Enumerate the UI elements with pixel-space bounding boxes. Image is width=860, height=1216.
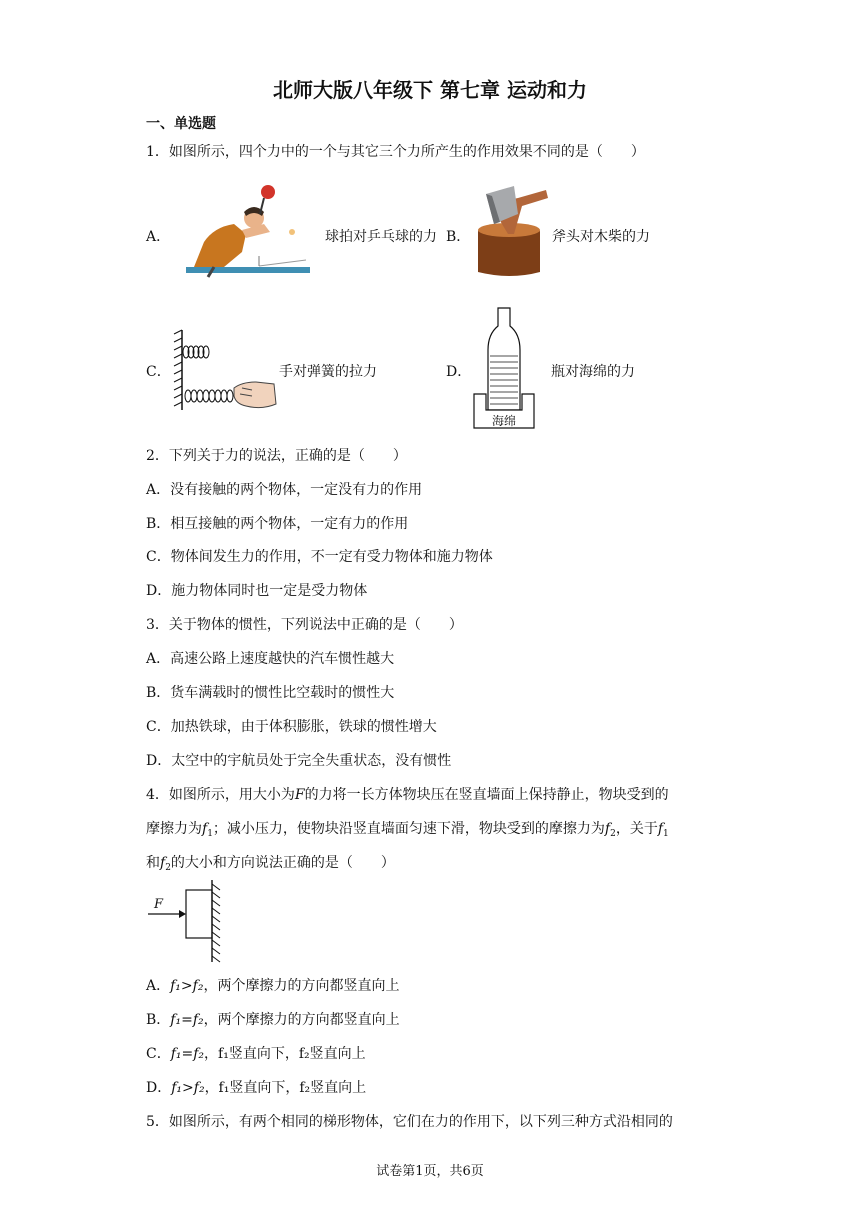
axe-figure xyxy=(470,184,550,282)
q4-option-c: C．f₁=f₂，f₁竖直向下，f₂竖直向上 xyxy=(146,1046,366,1062)
q2-option-b: B．相互接触的两个物体，一定有力的作用 xyxy=(146,516,409,532)
page-title: 北师大版八年级下 第七章 运动和力 xyxy=(273,78,587,102)
sponge-label: 海绵 xyxy=(491,414,517,428)
q4-option-a: A．f₁>f₂，两个摩擦力的方向都竖直向上 xyxy=(146,978,400,994)
q4-option-b: B．f₁=f₂，两个摩擦力的方向都竖直向上 xyxy=(146,1012,400,1028)
question-2-stem: 2．下列关于力的说法，正确的是（ ） xyxy=(146,448,407,464)
q1-option-d-label: D． xyxy=(446,364,472,380)
q1-option-b-label: B． xyxy=(446,229,471,245)
q1-option-b-caption: 斧头对木柴的力 xyxy=(552,229,650,245)
question-3-stem: 3．关于物体的惯性，下列说法中正确的是（ ） xyxy=(146,617,463,633)
q3-option-a: A．高速公路上速度越快的汽车惯性越大 xyxy=(146,651,395,667)
table-tennis-figure xyxy=(184,182,312,278)
question-4-stem-line-1: 4．如图所示，用大小为F的力将一长方体物块压在竖直墙面上保持静止，物块受到的 xyxy=(146,787,669,803)
question-4-stem-line-2: 摩擦力为$f_1$；减小压力，使物块沿竖直墙面匀速下滑，物块受到的摩擦力为$f_2$，关于$f_1$ xyxy=(146,821,669,839)
block-wall-figure xyxy=(146,878,230,964)
q3-option-b: B．货车满载时的惯性比空载时的惯性大 xyxy=(146,685,395,701)
q1-option-d-caption: 瓶对海绵的力 xyxy=(551,364,635,380)
spring-figure xyxy=(168,326,280,414)
question-4-stem-line-3: 和$f_2$的大小和方向说法正确的是（ ） xyxy=(146,855,395,873)
question-1-stem: 1．如图所示，四个力中的一个与其它三个力所产生的作用效果不同的是（ ） xyxy=(146,144,645,160)
q2-option-c: C．物体间发生力的作用，不一定有受力物体和施力物体 xyxy=(146,549,493,565)
page-footer: 试卷第1页，共6页 xyxy=(376,1164,484,1179)
q2-option-d: D．施力物体同时也一定是受力物体 xyxy=(146,583,368,599)
q2-option-a: A．没有接触的两个物体，一定没有力的作用 xyxy=(146,482,423,498)
q3-option-d: D．太空中的宇航员处于完全失重状态，没有惯性 xyxy=(146,753,452,769)
q3-option-c: C．加热铁球，由于体积膨胀，铁球的惯性增大 xyxy=(146,719,437,735)
q1-option-c-caption: 手对弹簧的拉力 xyxy=(279,364,377,380)
force-label: F xyxy=(154,897,164,912)
q4-option-d: D．f₁>f₂，f₁竖直向下，f₂竖直向上 xyxy=(146,1080,367,1096)
bottle-sponge-figure xyxy=(472,306,538,430)
section-heading: 一、单选题 xyxy=(146,116,216,132)
q1-option-a-caption: 球拍对乒乓球的力 xyxy=(325,229,437,245)
question-5-stem: 5．如图所示，有两个相同的梯形物体，它们在力的作用下，以下列三种方式沿相同的 xyxy=(146,1114,673,1130)
q1-option-a-label: A． xyxy=(146,229,171,245)
q1-option-c-label: C． xyxy=(146,364,171,380)
